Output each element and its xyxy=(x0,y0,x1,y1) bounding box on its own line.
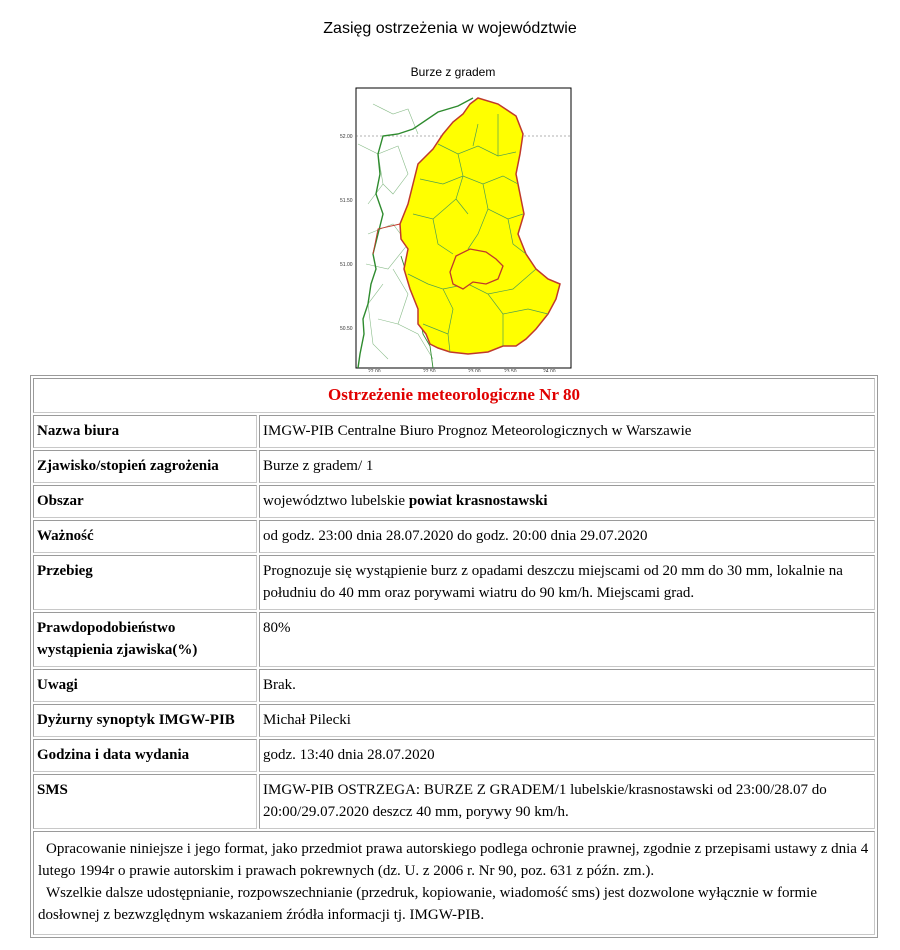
table-row xyxy=(33,739,875,772)
lat-label: 50.50 xyxy=(340,326,353,332)
lon-label: 24.00 xyxy=(543,369,556,372)
warning-table xyxy=(30,375,878,938)
row-value: IMGW-PIB Centralne Biuro Prognoz Meteorologicznych w Warszawie xyxy=(259,415,875,448)
area-county: powiat krasnostawski xyxy=(408,493,548,509)
row-label: Zjawisko/stopień zagrożenia xyxy=(33,450,257,483)
table-row xyxy=(33,520,875,553)
warning-map xyxy=(338,84,578,372)
row-label: Obszar xyxy=(33,485,257,518)
lon-label: 23.50 xyxy=(504,369,517,372)
row-label: Uwagi xyxy=(33,669,257,702)
map-svg xyxy=(338,84,578,372)
table-row xyxy=(33,704,875,737)
row-value: 80% xyxy=(259,612,875,667)
table-row xyxy=(33,774,875,829)
row-value: od godz. 23:00 dnia 28.07.2020 do godz. 20:00 dnia 29.07.2020 xyxy=(259,520,875,553)
row-value: Prognozuje się wystąpienie burz z opadami deszczu miejscami od 20 mm do 30 mm, lokalnie na południu do 40 mm oraz porywami wiatru do 90 km/h. Miejscami grad. xyxy=(259,555,875,610)
redistribution-paragraph: Wszelkie dalsze udostępnianie, rozpowszechnianie (przedruk, kopiowanie, wiadomość sms) jest dozwolone wyłącznie w formie dosłownej z bezwzględnym wskazaniem źródła informacji tj. IMGW-PIB. xyxy=(38,885,817,923)
row-value xyxy=(259,485,875,518)
row-value: Burze z gradem/ 1 xyxy=(259,450,875,483)
copyright-note xyxy=(33,831,875,935)
table-row xyxy=(33,612,875,667)
row-label: Prawdopodobieństwo wystąpienia zjawiska(%) xyxy=(33,612,257,667)
table-row xyxy=(33,669,875,702)
map-title: Burze z gradem xyxy=(410,65,496,79)
area-voivodeship: województwo lubelskie xyxy=(263,493,406,509)
row-value: godz. 13:40 dnia 28.07.2020 xyxy=(259,739,875,772)
table-row xyxy=(33,485,875,518)
warning-heading: Ostrzeżenie meteorologiczne Nr 80 xyxy=(33,378,875,413)
row-label: Przebieg xyxy=(33,555,257,610)
lat-label: 52.00 xyxy=(340,134,353,140)
lon-label: 22.00 xyxy=(368,369,381,372)
lat-label: 51.00 xyxy=(340,262,353,268)
table-row xyxy=(33,555,875,610)
lat-label: 51.50 xyxy=(340,198,353,204)
lon-label: 22.50 xyxy=(423,369,436,372)
page-title: Zasięg ostrzeżenia w województwie xyxy=(323,20,577,37)
row-label: Godzina i data wydania xyxy=(33,739,257,772)
row-value: Brak. xyxy=(259,669,875,702)
row-label: Nazwa biura xyxy=(33,415,257,448)
copyright-paragraph: Opracowanie niniejsze i jego format, jako przedmiot prawa autorskiego podlega ochronie prawnej, zgodnie z przepisami ustawy z dnia 4 lutego 1994r o prawie autorskim i prawach pokrewnych (dz. U. z 2006 r. Nr 90, poz. 631 z późn. zm.). xyxy=(38,841,869,879)
table-row xyxy=(33,450,875,483)
table-row xyxy=(33,415,875,448)
row-label: Dyżurny synoptyk IMGW-PIB xyxy=(33,704,257,737)
row-label: Ważność xyxy=(33,520,257,553)
row-value: Michał Pilecki xyxy=(259,704,875,737)
row-value: IMGW-PIB OSTRZEGA: BURZE Z GRADEM/1 lubelskie/krasnostawski od 23:00/28.07 do 20:00/29.07.2020 deszcz 40 mm, porywy 90 km/h. xyxy=(259,774,875,829)
lon-label: 23.00 xyxy=(468,369,481,372)
row-label: SMS xyxy=(33,774,257,829)
